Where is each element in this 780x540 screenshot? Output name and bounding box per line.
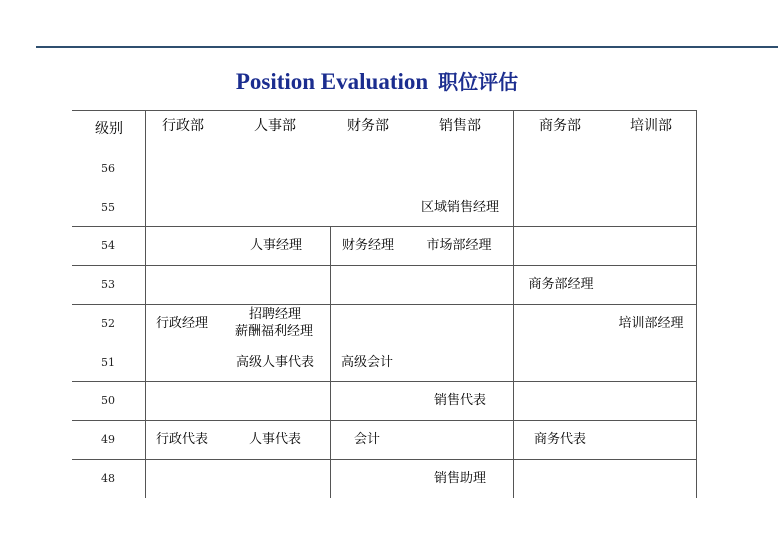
vline: [513, 110, 514, 498]
level-55: 55: [101, 200, 115, 214]
header-admin: 行政部: [162, 117, 204, 134]
position-sales-assistant: 销售助理: [433, 470, 486, 486]
position-accountant: 会计: [353, 431, 380, 447]
position-sales-rep: 销售代表: [433, 392, 486, 408]
position-comp-benefit-manager: 薪酬福利经理: [234, 323, 313, 339]
vline: [696, 110, 697, 498]
title-chinese: 职位评估: [438, 70, 519, 94]
position-admin-manager: 行政经理: [155, 315, 208, 331]
position-hr-manager: 人事经理: [249, 237, 302, 253]
position-regional-sales-manager: 区域销售经理: [420, 199, 499, 215]
hline: [72, 459, 697, 460]
hline: [72, 420, 697, 421]
title-english: Position Evaluation: [235, 69, 429, 94]
hline: [72, 110, 697, 111]
position-senior-accountant: 高级会计: [340, 354, 393, 370]
header-business: 商务部: [539, 117, 581, 134]
level-52: 52: [101, 316, 115, 330]
hline: [72, 265, 697, 266]
level-51: 51: [101, 355, 115, 369]
header-level: 级别: [95, 120, 123, 137]
header-finance: 财务部: [347, 117, 389, 134]
position-training-manager: 培训部经理: [618, 315, 684, 331]
header-sales: 销售部: [439, 117, 481, 134]
level-54: 54: [101, 238, 115, 252]
vline: [330, 226, 331, 498]
hline: [72, 381, 697, 382]
level-53: 53: [101, 277, 115, 291]
level-50: 50: [101, 393, 115, 407]
position-recruit-manager: 招聘经理: [248, 306, 301, 322]
position-business-manager: 商务部经理: [528, 276, 594, 292]
hline: [72, 226, 697, 227]
header-hr: 人事部: [254, 117, 296, 134]
header-training: 培训部: [630, 117, 672, 134]
position-senior-hr-rep: 高级人事代表: [235, 354, 314, 370]
hline: [72, 304, 697, 305]
level-49: 49: [101, 432, 115, 446]
position-hr-rep: 人事代表: [248, 431, 301, 447]
level-56: 56: [101, 161, 115, 175]
position-business-rep: 商务代表: [533, 431, 586, 447]
level-48: 48: [101, 471, 115, 485]
position-admin-rep: 行政代表: [155, 431, 208, 447]
position-finance-manager: 财务经理: [341, 237, 394, 253]
position-marketing-manager: 市场部经理: [426, 237, 492, 253]
